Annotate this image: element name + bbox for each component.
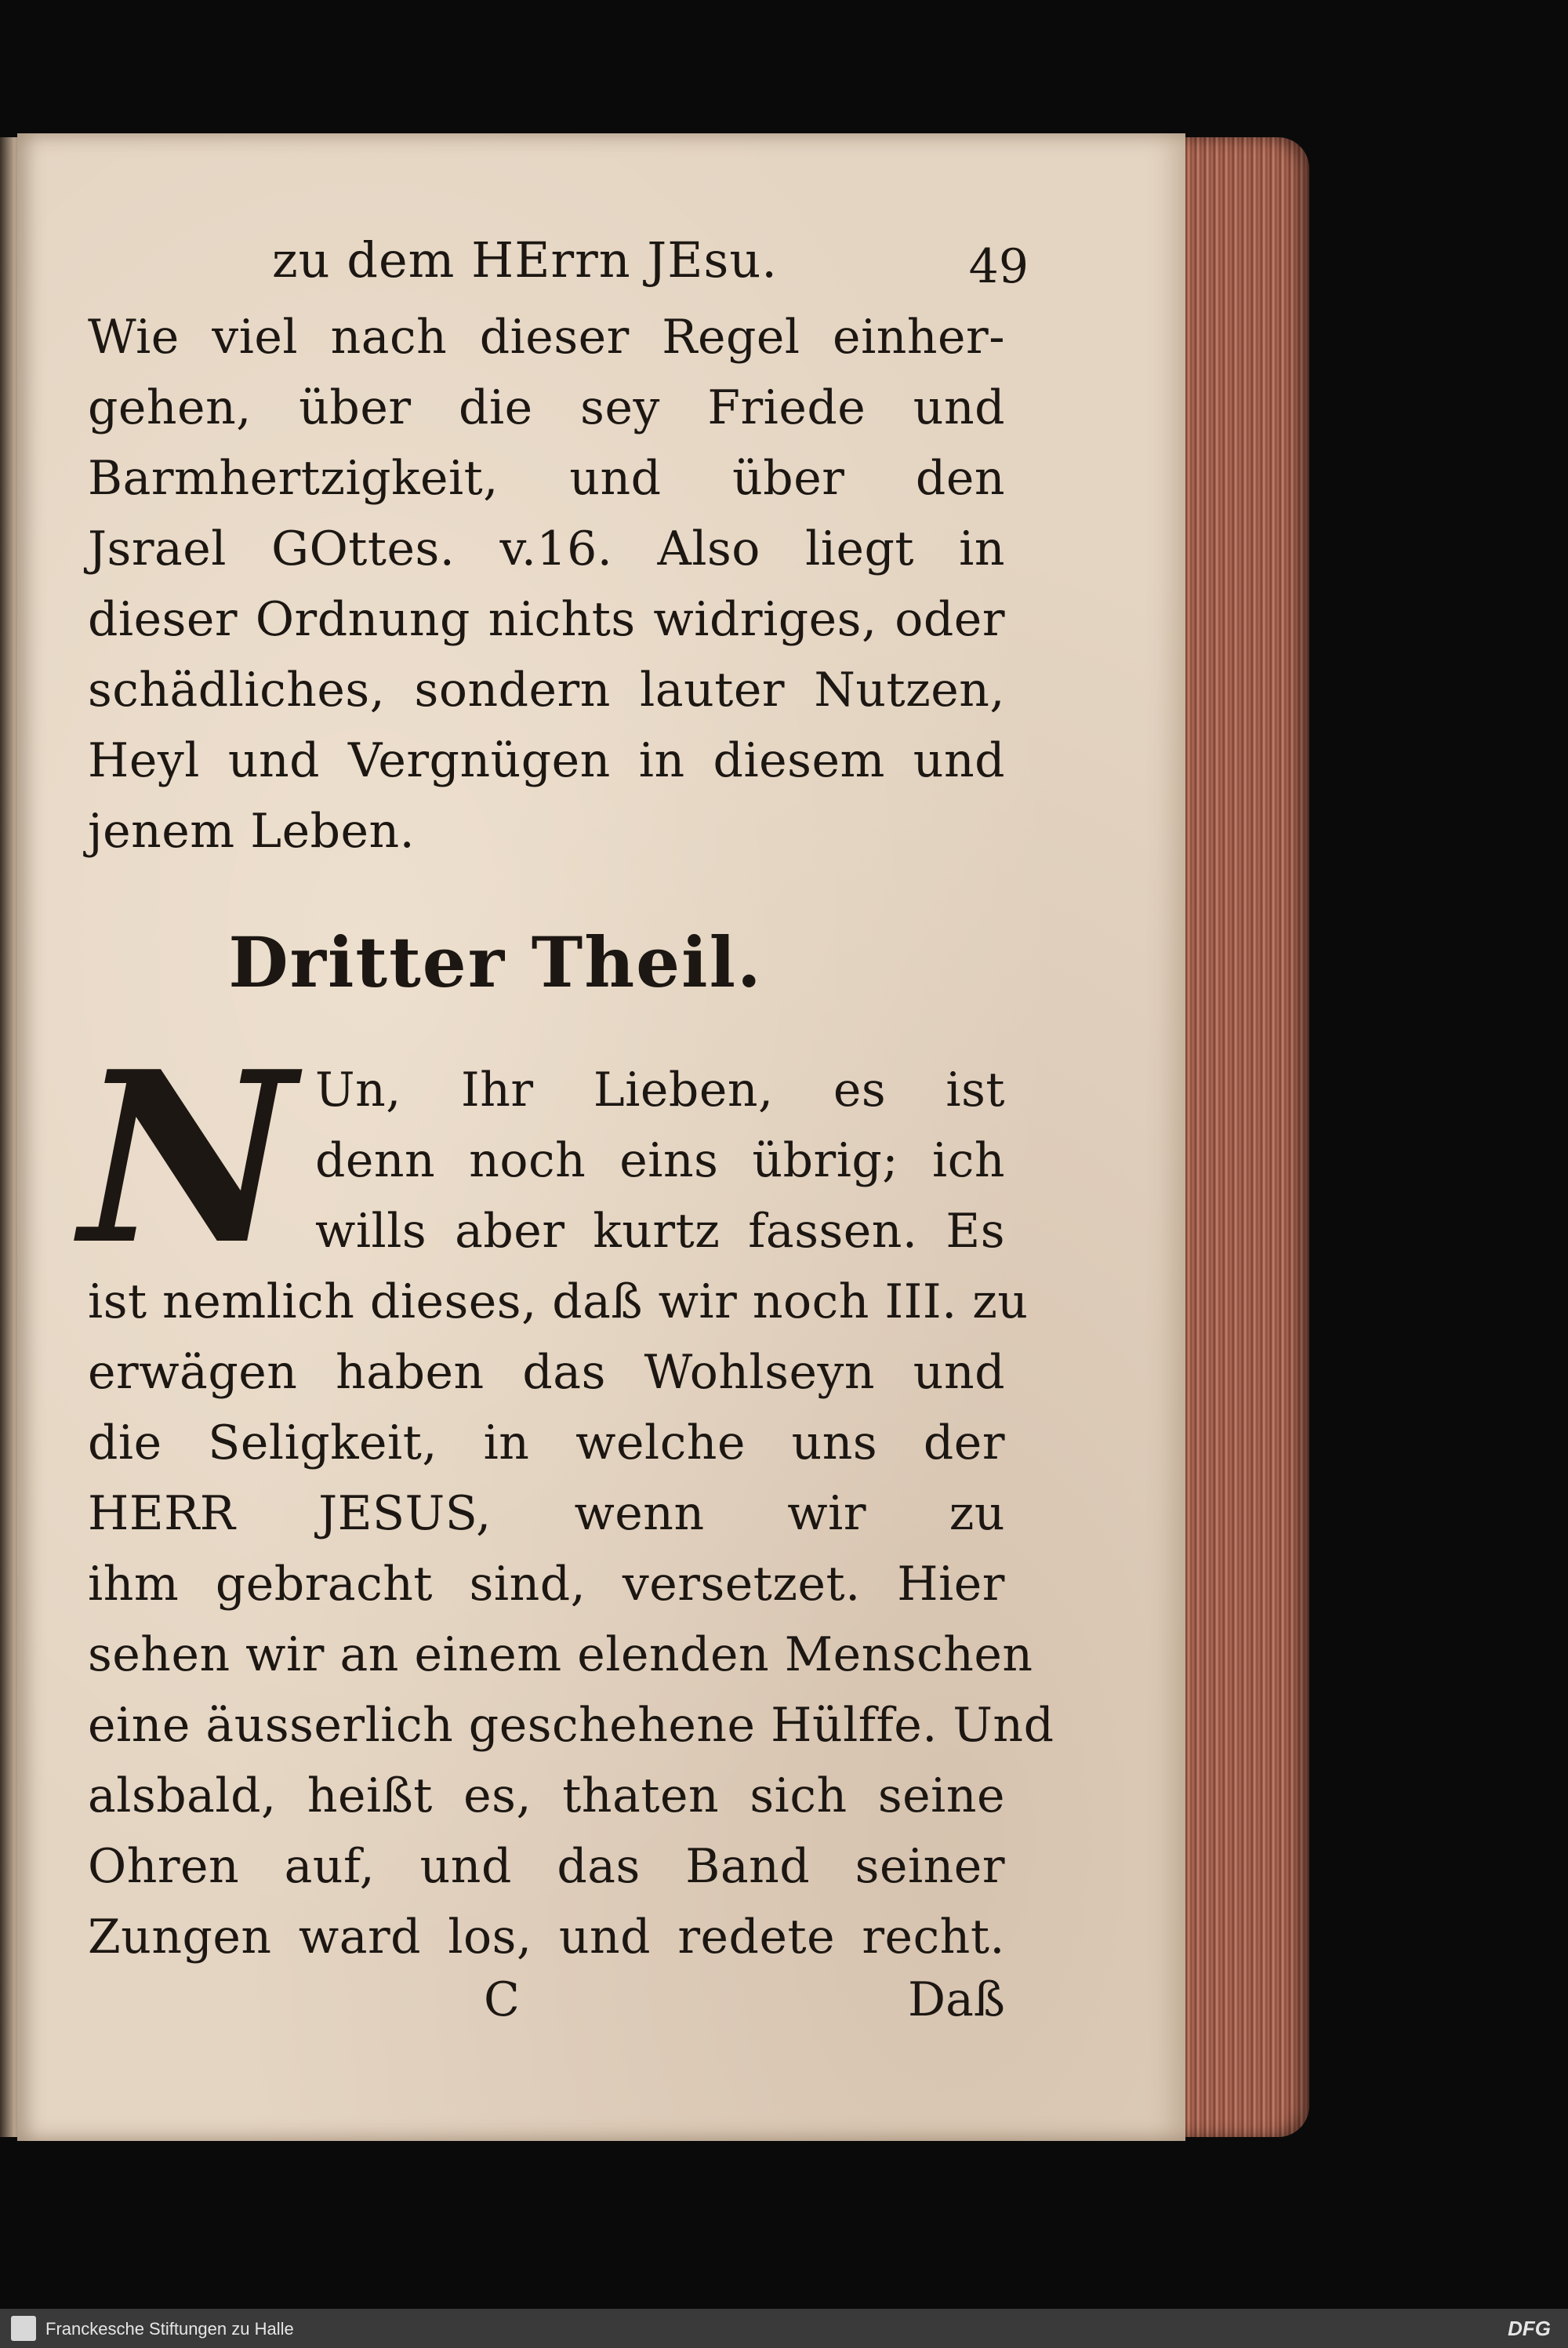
paragraph-1	[88, 302, 1005, 867]
viewer-footer	[0, 2309, 1568, 2348]
text-line: Jsrael GOttes. v.16. Also liegt in	[88, 522, 1005, 576]
dfg-logo: DFG	[1508, 2317, 1551, 2340]
text-line: die Seligkeit, in welche uns der	[88, 1416, 1005, 1470]
page-number: 49	[968, 239, 1029, 294]
signature-mark: C	[484, 1972, 520, 2027]
text-line: gehen, über die sey Friede und	[88, 380, 1005, 435]
book-fore-edge	[1172, 137, 1309, 2137]
book-page	[17, 133, 1185, 2141]
text-line: Zungen ward los, und redete recht.	[88, 1910, 1005, 1965]
running-title: zu dem HErrn JEsu.	[272, 231, 778, 289]
text-line: dieser Ordnung nichts widriges, oder	[88, 592, 1005, 647]
running-head	[88, 216, 1029, 302]
drop-cap-initial: N	[80, 1020, 296, 1296]
page-text-block	[80, 216, 1054, 2043]
text-line: Barmhertzigkeit, und über den	[88, 451, 1005, 506]
text-line: schädliches, sondern lauter Nutzen,	[88, 663, 1005, 718]
institution-logo-icon	[11, 2316, 36, 2341]
text-line: alsbald, heißt es, thaten sich seine	[88, 1768, 1005, 1823]
text-line: erwägen haben das Wohlseyn und	[88, 1345, 1005, 1400]
text-line: wills aber kurtz fassen. Es	[315, 1204, 1005, 1259]
paragraph-2	[80, 1020, 1054, 1972]
text-line: ihm gebracht sind, versetzet. Hier	[88, 1557, 1005, 1612]
text-line: Ohren auf, und das Band seiner	[88, 1839, 1005, 1894]
catchword: Daß	[908, 1972, 1005, 2027]
institution-name: Franckesche Stiftungen zu Halle	[45, 2319, 294, 2339]
section-heading: Dritter Theil.	[228, 921, 763, 1003]
text-line: Un, Ihr Lieben, es ist	[315, 1063, 1005, 1118]
catch-line	[88, 1972, 1005, 2043]
text-line: Heyl und Vergnügen in diesem und	[88, 733, 1005, 788]
text-line: HERR JESUS, wenn wir zu	[88, 1486, 1005, 1541]
text-line: Wie viel nach dieser Regel einher-	[88, 310, 1005, 365]
text-line: eine äusserlich geschehene Hülffe. Und	[88, 1698, 1054, 1753]
text-line: jenem Leben.	[88, 804, 416, 859]
text-line: sehen wir an einem elenden Menschen	[88, 1627, 1033, 1682]
text-line: denn noch eins übrig; ich	[315, 1133, 1005, 1188]
text-line: ist nemlich dieses, daß wir noch III. zu	[88, 1274, 1029, 1329]
